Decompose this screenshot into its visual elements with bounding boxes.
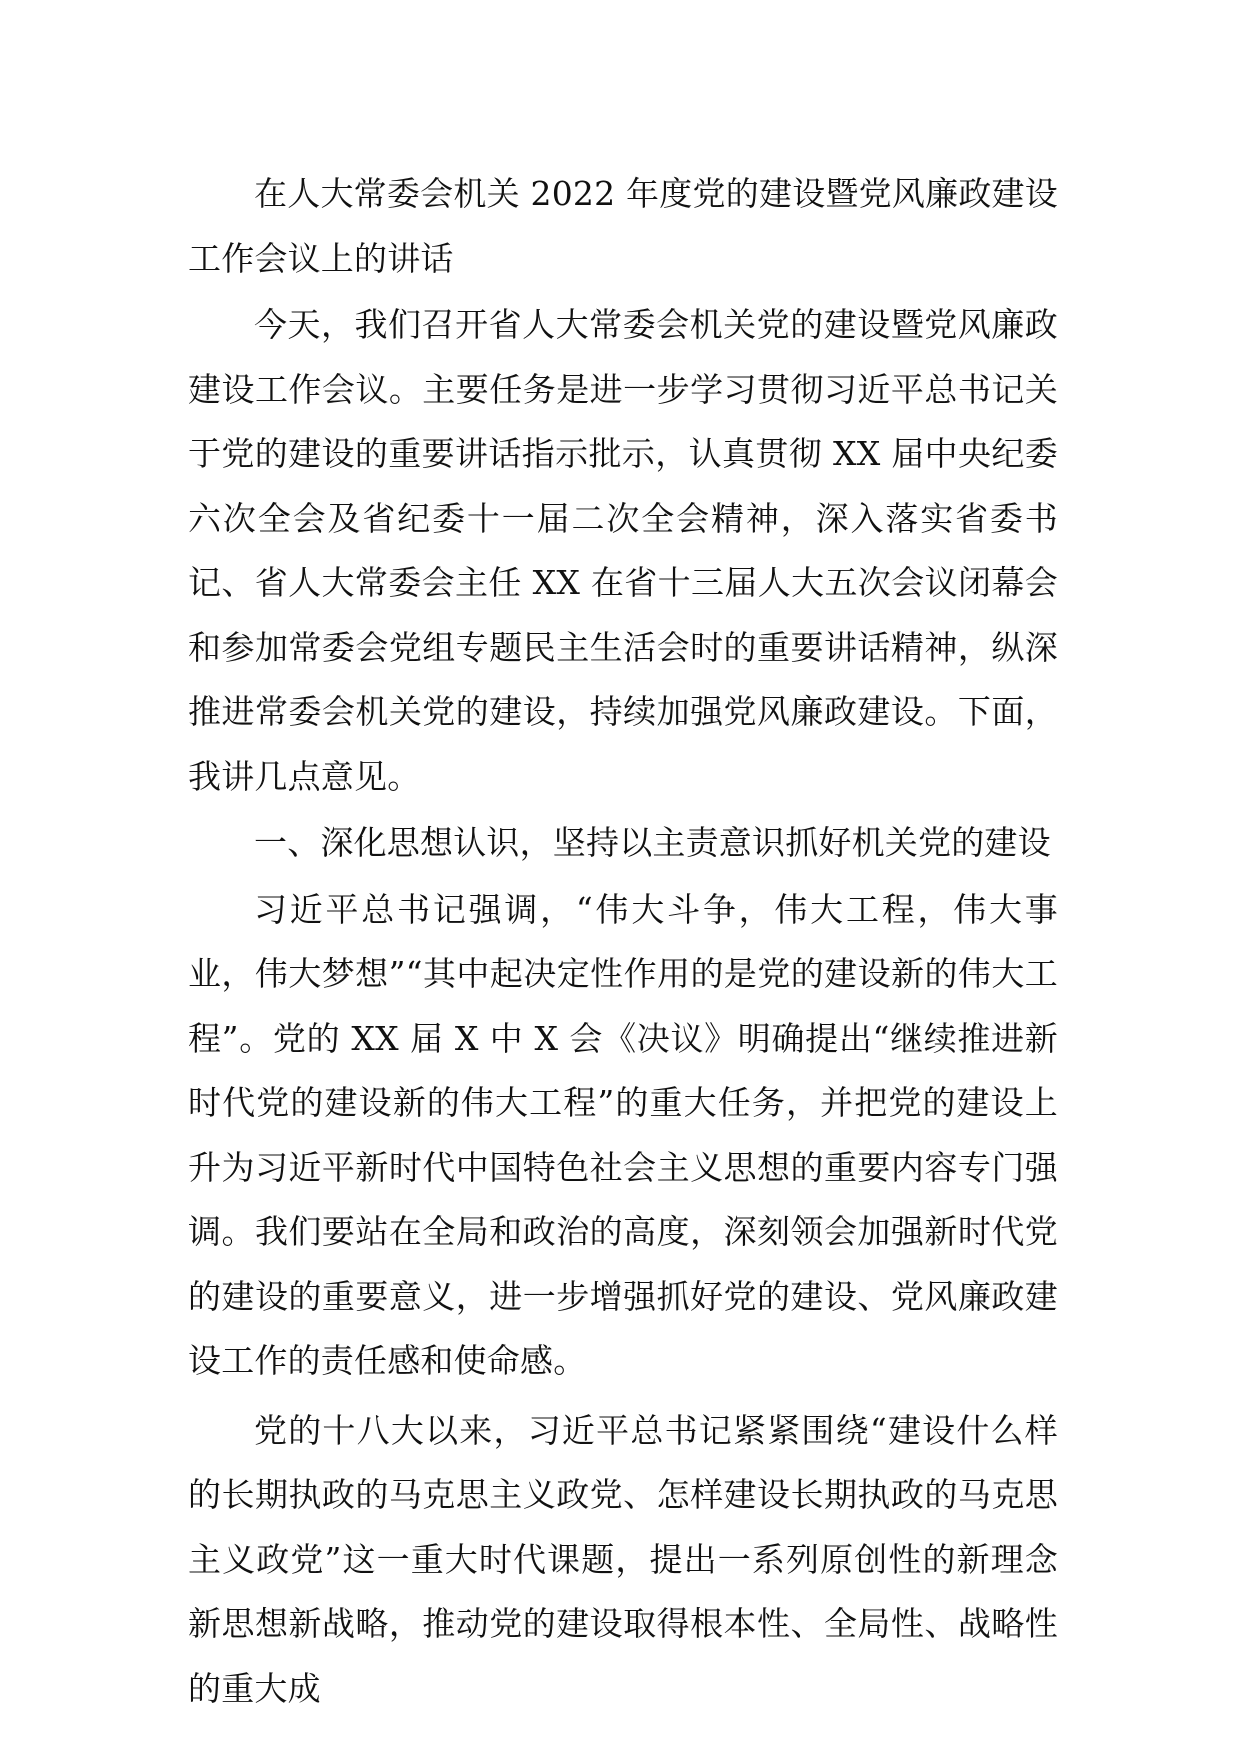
document-title: 在人大常委会机关 2022 年度党的建设暨党风廉政建设工作会议上的讲话: [188, 174, 1058, 278]
document-body: [188, 162, 1058, 1721]
section-heading-1: 一、深化思想认识，坚持以主责意识抓好机关党的建设: [254, 823, 1051, 862]
paragraph-body-1: 习近平总书记强调，“伟大斗争，伟大工程，伟大事业，伟大梦想”“其中起决定性作用的是党的建设新的伟大工程”。党的 XX 届 X 中 X 会《决议》明确提出“继续推进新时代党的建设新的伟大工程”的重大任务，并把党的建设上升为习近平新时代中国特色社会主义思想的重要内容专门强调。我们要站在全局和政治的高度，深刻领会加强新时代党的建设的重要意义，进一步增强抓好党的建设、党风廉政建设工作的责任感和使命感。: [188, 889, 1058, 1380]
paragraph-opening: 今天，我们召开省人大常委会机关党的建设暨党风廉政建设工作会议。主要任务是进一步学习贯彻习近平总书记关于党的建设的重要讲话指示批示，认真贯彻 XX 届中央纪委六次全会及省纪委十一届二次全会精神，深入落实省委书记、省人大常委会主任 XX 在省十三届人大五次会议闭幕会和参加常委会党组专题民主生活会时的重要讲话精神，纵深推进常委会机关党的建设，持续加强党风廉政建设。下面，我讲几点意见。: [188, 305, 1058, 796]
paragraph-body-2: 党的十八大以来，习近平总书记紧紧围绕“建设什么样的长期执政的马克思主义政党、怎样建设长期执政的马克思主义政党”这一重大时代课题，提出一系列原创性的新理念新思想新战略，推动党的建设取得根本性、全局性、战略性的重大成: [188, 1410, 1058, 1708]
